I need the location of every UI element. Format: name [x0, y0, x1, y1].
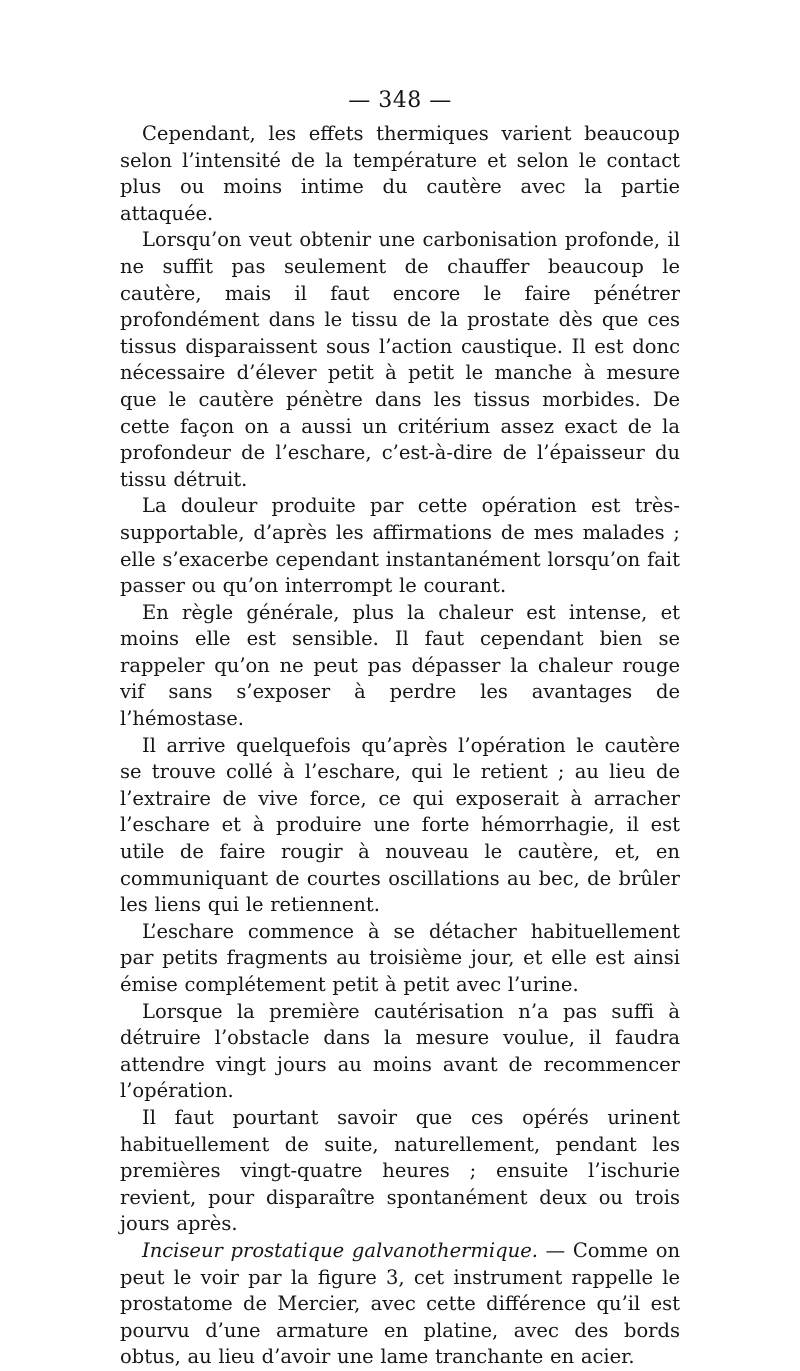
paragraph-6: L’eschare commence à se détacher habituellement par petits fragments au troisième jour, et elle est ainsi émise complétement petit à petit avec l’urine.: [120, 919, 680, 996]
paragraph-1: Cependant, les effets thermiques varient beaucoup selon l’intensité de la température et selon le contact plus ou moins intime du cautère avec la partie attaquée.: [120, 122, 680, 225]
paragraph-2: Lorsqu’on veut obtenir une carbonisation profonde, il ne suffit pas seulement de chauffer beaucoup le cautère, mais il faut encore le faire pénétrer profondément dans le tissu de la prostate dès que ces tissus disparaissent sous l’action caustique. Il est donc nécessaire d’élever petit à petit le manche à mesure que le cautère pénètre dans les tissus morbides. De cette façon on a aussi un critérium assez exact de la profondeur de l’eschare, c’est-à-dire de l’épaisseur du tissu détruit.: [120, 228, 680, 491]
paragraph-5: Il arrive quelquefois qu’après l’opération le cautère se trouve collé à l’eschare, qui le retient ; au lieu de l’extraire de vive force, ce qui exposerait à arracher l’eschare et à produire une forte hémorrhagie, il est utile de faire rougir à nouveau le cautère, et, en communiquant de courtes oscillations au bec, de brûler les liens qui le retiennent.: [120, 733, 680, 917]
body-text: [120, 121, 680, 1371]
paragraph-8: Il faut pourtant savoir que ces opérés urinent habituellement de suite, naturellement, pendant les premières vingt-quatre heures ; ensuite l’ischurie revient, pour disparaître spontanément deux ou trois jours après.: [120, 1105, 680, 1236]
paragraph-9: [120, 1238, 680, 1371]
section-text: — Comme on peut le voir par la figure 3, cet instrument rappelle le prostatome de Mercier, avec cette différence qu’il est pourvu d’une armature en platine, avec des bords obtus, au lieu d’avoir une lame tranchante en acier.: [120, 1238, 681, 1369]
paragraph-3: La douleur produite par cette opération est très-supportable, d’après les affirmations de mes malades ; elle s’exacerbe cependant instantanément lorsqu’on fait passer ou qu’on interrompt le courant.: [120, 494, 680, 598]
paragraph-7: Lorsque la première cautérisation n’a pas suffi à détruire l’obstacle dans la mesure voulue, il faudra attendre vingt jours au moins avant de recommencer l’opération.: [120, 999, 680, 1103]
page-number: — 348 —: [348, 88, 452, 113]
section-heading: Inciseur prostatique galvanothermique.: [142, 1238, 538, 1262]
paragraph-4: En règle générale, plus la chaleur est intense, et moins elle est sensible. Il faut cependant bien se rappeler qu’on ne peut pas dépasser la chaleur rouge vif sans s’exposer à perdre les avantages de l’hémostase.: [120, 600, 680, 731]
